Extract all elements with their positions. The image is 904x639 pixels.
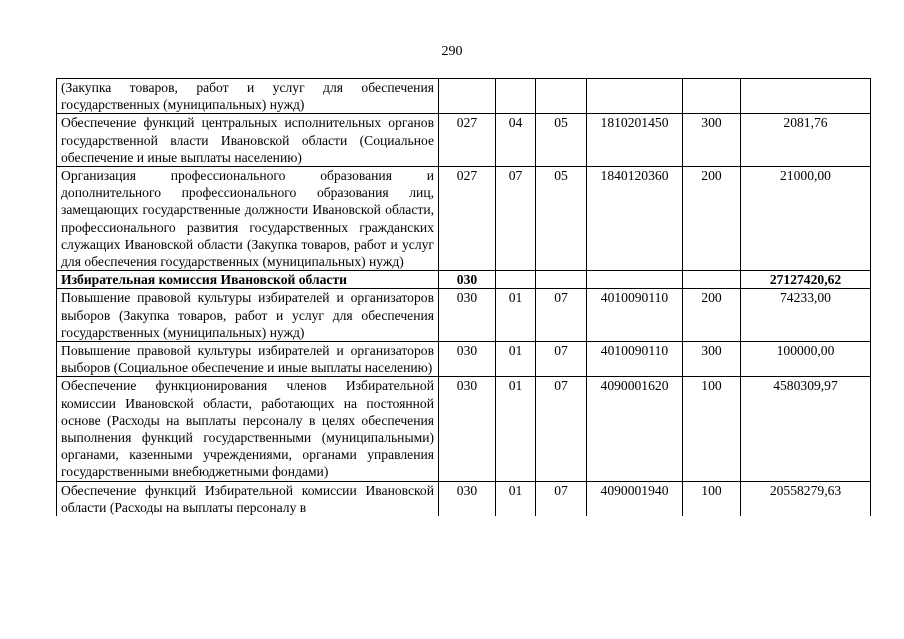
- expense-type-cell: [683, 79, 741, 114]
- subsection-cell: 07: [536, 481, 587, 516]
- row-name-cell: Обеспечение функций центральных исполнительных органов государственной власти Ивановской области (Социальное обеспечение и иные выплаты населению): [57, 114, 439, 167]
- target-article-cell: [587, 271, 683, 289]
- admin-code-cell: 027: [439, 114, 496, 167]
- table-row: [57, 342, 871, 377]
- page-number: 290: [441, 44, 463, 59]
- amount-cell: 27127420,62: [741, 271, 871, 289]
- target-article-cell: 1840120360: [587, 167, 683, 271]
- target-article-cell: 4010090110: [587, 289, 683, 342]
- subsection-cell: [536, 79, 587, 114]
- row-name-cell: Организация профессионального образования и дополнительного профессионального образования лиц, замещающих государственные должности Ивановской области, профессионального развития государственных гражданских служащих Ивановской области (Закупка товаров, работ и услуг для обеспечения государственных (муниципальных) нужд): [57, 167, 439, 271]
- expense-type-cell: 200: [683, 289, 741, 342]
- expense-type-cell: 100: [683, 481, 741, 516]
- section-cell: 01: [496, 481, 536, 516]
- admin-code-cell: 030: [439, 342, 496, 377]
- target-article-cell: 4090001940: [587, 481, 683, 516]
- subsection-cell: 07: [536, 377, 587, 481]
- budget-table: [56, 78, 871, 516]
- target-article-cell: [587, 79, 683, 114]
- subsection-cell: 05: [536, 114, 587, 167]
- table-row: [57, 481, 871, 516]
- expense-type-cell: 100: [683, 377, 741, 481]
- section-cell: [496, 79, 536, 114]
- target-article-cell: 4010090110: [587, 342, 683, 377]
- amount-cell: 20558279,63: [741, 481, 871, 516]
- subsection-cell: 05: [536, 167, 587, 271]
- row-name-cell: Повышение правовой культуры избирателей и организаторов выборов (Социальное обеспечение и иные выплаты населению): [57, 342, 439, 377]
- expense-type-cell: 300: [683, 342, 741, 377]
- admin-code-cell: 030: [439, 289, 496, 342]
- table-row: [57, 114, 871, 167]
- section-cell: 07: [496, 167, 536, 271]
- admin-code-cell: 030: [439, 271, 496, 289]
- row-name-cell: Повышение правовой культуры избирателей и организаторов выборов (Закупка товаров, работ и услуг для обеспечения государственных (муниципальных) нужд): [57, 289, 439, 342]
- table-row: [57, 167, 871, 271]
- amount-cell: 21000,00: [741, 167, 871, 271]
- section-cell: 01: [496, 289, 536, 342]
- admin-code-cell: 030: [439, 377, 496, 481]
- expense-type-cell: [683, 271, 741, 289]
- section-cell: 01: [496, 342, 536, 377]
- subsection-cell: [536, 271, 587, 289]
- amount-cell: 100000,00: [741, 342, 871, 377]
- row-name-cell: Обеспечение функционирования членов Избирательной комиссии Ивановской области, работающих на постоянной основе (Расходы на выплаты персоналу в целях обеспечения выполнения функций государственными (муниципальными) органами, казенными учреждениями, органами управления государственными внебюджетными фондами): [57, 377, 439, 481]
- expense-type-cell: 200: [683, 167, 741, 271]
- table-row-section-header: [57, 271, 871, 289]
- admin-code-cell: 027: [439, 167, 496, 271]
- row-name-cell: Обеспечение функций Избирательной комиссии Ивановской области (Расходы на выплаты персоналу в: [57, 481, 439, 516]
- table-row: [57, 289, 871, 342]
- expense-type-cell: 300: [683, 114, 741, 167]
- table-row: [57, 79, 871, 114]
- target-article-cell: 1810201450: [587, 114, 683, 167]
- section-cell: [496, 271, 536, 289]
- admin-code-cell: [439, 79, 496, 114]
- amount-cell: 2081,76: [741, 114, 871, 167]
- amount-cell: 4580309,97: [741, 377, 871, 481]
- subsection-cell: 07: [536, 289, 587, 342]
- row-name-cell: Избирательная комиссия Ивановской области: [57, 271, 439, 289]
- admin-code-cell: 030: [439, 481, 496, 516]
- target-article-cell: 4090001620: [587, 377, 683, 481]
- subsection-cell: 07: [536, 342, 587, 377]
- row-name-cell: (Закупка товаров, работ и услуг для обеспечения государственных (муниципальных) нужд): [57, 79, 439, 114]
- section-cell: 04: [496, 114, 536, 167]
- section-cell: 01: [496, 377, 536, 481]
- table-row: [57, 377, 871, 481]
- amount-cell: [741, 79, 871, 114]
- amount-cell: 74233,00: [741, 289, 871, 342]
